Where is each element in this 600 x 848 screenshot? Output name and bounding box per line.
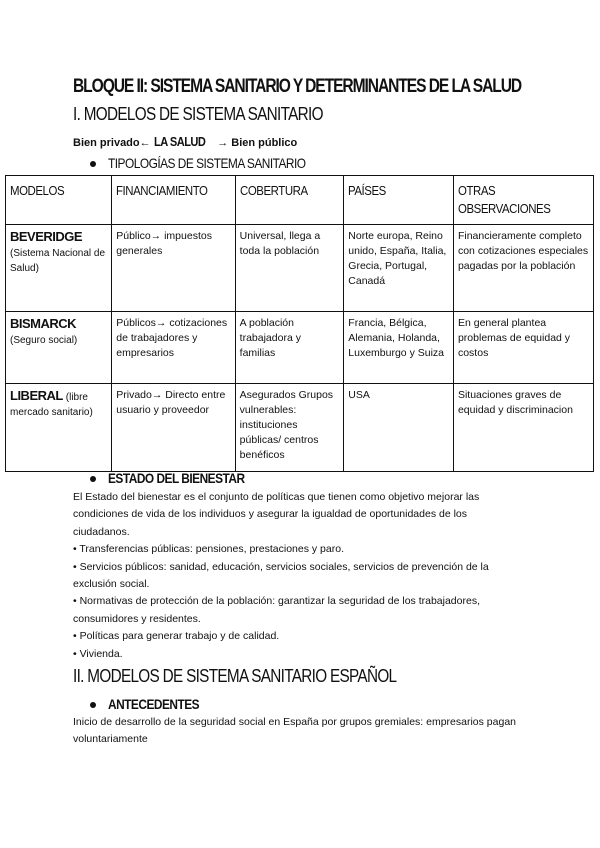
section-heading-espanol: II. MODELOS DE SISTEMA SANITARIO ESPAÑOL <box>73 666 397 686</box>
cobertura-cell: Asegurados Grupos vulnerables: instituciones públicas/ centros benéficos <box>235 384 344 472</box>
model-cell <box>6 312 112 384</box>
model-subtitle: (libre mercado sanitario) <box>10 392 93 418</box>
observaciones-cell: Situaciones graves de equidad y discriminacion <box>453 384 593 472</box>
cobertura-cell: A población trabajadora y familias <box>235 312 344 384</box>
table-row <box>6 312 594 384</box>
financiamiento-cell: Público→ impuestos generales <box>112 225 235 312</box>
tipologias-heading: TIPOLOGÍAS DE SISTEMA SANITARIO <box>90 155 340 171</box>
model-subtitle: (Sistema Nacional de Salud) <box>10 248 106 274</box>
list-item: • Normativas de protección de la población: garantizar la seguridad de los trabajadores, consumidores y residentes. <box>73 595 480 625</box>
bullet-icon <box>90 476 96 482</box>
paises-cell: Francia, Bélgica, Alemania, Holanda, Luxemburgo y Suiza <box>344 312 454 384</box>
cobertura-cell: Universal, llega a toda la población <box>235 225 344 312</box>
header-cell: PAÍSES <box>344 176 454 225</box>
table-row <box>6 384 594 472</box>
financiamiento-cell: Privado→ Directo entre usuario y proveedor <box>112 384 235 472</box>
header-cell: OTRAS OBSERVACIONES <box>453 176 593 225</box>
header-cell: FINANCIAMIENTO <box>112 176 235 225</box>
salud-bien-line <box>73 134 297 149</box>
estado-body <box>73 489 523 663</box>
models-table <box>5 175 594 472</box>
bien-privado-label: Bien privado← <box>73 137 151 149</box>
list-item: • Servicios públicos: sanidad, educación, servicios sociales, servicios de prevención de la exclusión social. <box>73 560 489 591</box>
page-title: BLOQUE II: SISTEMA SANITARIO Y DETERMINANTES DE LA SALUD <box>73 76 522 97</box>
bien-publico-label: → Bien público <box>217 137 298 149</box>
observaciones-cell: Financieramente completo con cotizaciones especiales pagadas por la población <box>453 225 593 312</box>
paises-cell: USA <box>344 384 454 472</box>
estado-paragraph: El Estado del bienestar es el conjunto de políticas que tienen como objetivo mejorar las condiciones de vida de los individuos y asegurar la igualdad de oportunidades de los ciudadanos. <box>73 491 480 538</box>
model-name: LIBERAL <box>10 388 63 403</box>
header-cell: COBERTURA <box>235 176 344 225</box>
bullet-icon <box>90 702 96 708</box>
antecedentes-heading: ANTECEDENTES <box>90 696 215 712</box>
model-name: BISMARCK <box>10 316 77 331</box>
model-name: BEVERIDGE <box>10 229 83 244</box>
observaciones-cell: En general plantea problemas de equidad y costos <box>453 312 593 384</box>
estado-heading: ESTADO DEL BIENESTAR <box>90 470 269 486</box>
bullet-icon <box>90 161 96 167</box>
table-row <box>6 225 594 312</box>
model-subtitle: (Seguro social) <box>10 335 78 346</box>
antecedentes-paragraph: Inicio de desarrollo de la seguridad social en España por grupos gremiales: empresarios pagan voluntariamente <box>73 716 517 746</box>
list-item: • Políticas para generar trabajo y de calidad. <box>73 630 280 643</box>
section-heading-modelos: I. MODELOS DE SISTEMA SANITARIO <box>73 104 323 124</box>
header-cell: MODELOS <box>6 176 112 225</box>
model-cell <box>6 384 112 472</box>
table-header-row <box>6 176 594 225</box>
list-item: • Transferencias públicas: pensiones, prestaciones y paro. <box>73 543 344 556</box>
model-cell <box>6 225 112 312</box>
list-item: • Vivienda. <box>73 647 123 660</box>
la-salud-label: LA SALUD <box>153 134 206 149</box>
financiamiento-cell: Públicos→ cotizaciones de trabajadores y empresarios <box>112 312 235 384</box>
paises-cell: Norte europa, Reino unido, España, Italia, Grecia, Portugal, Canadá <box>344 225 454 312</box>
